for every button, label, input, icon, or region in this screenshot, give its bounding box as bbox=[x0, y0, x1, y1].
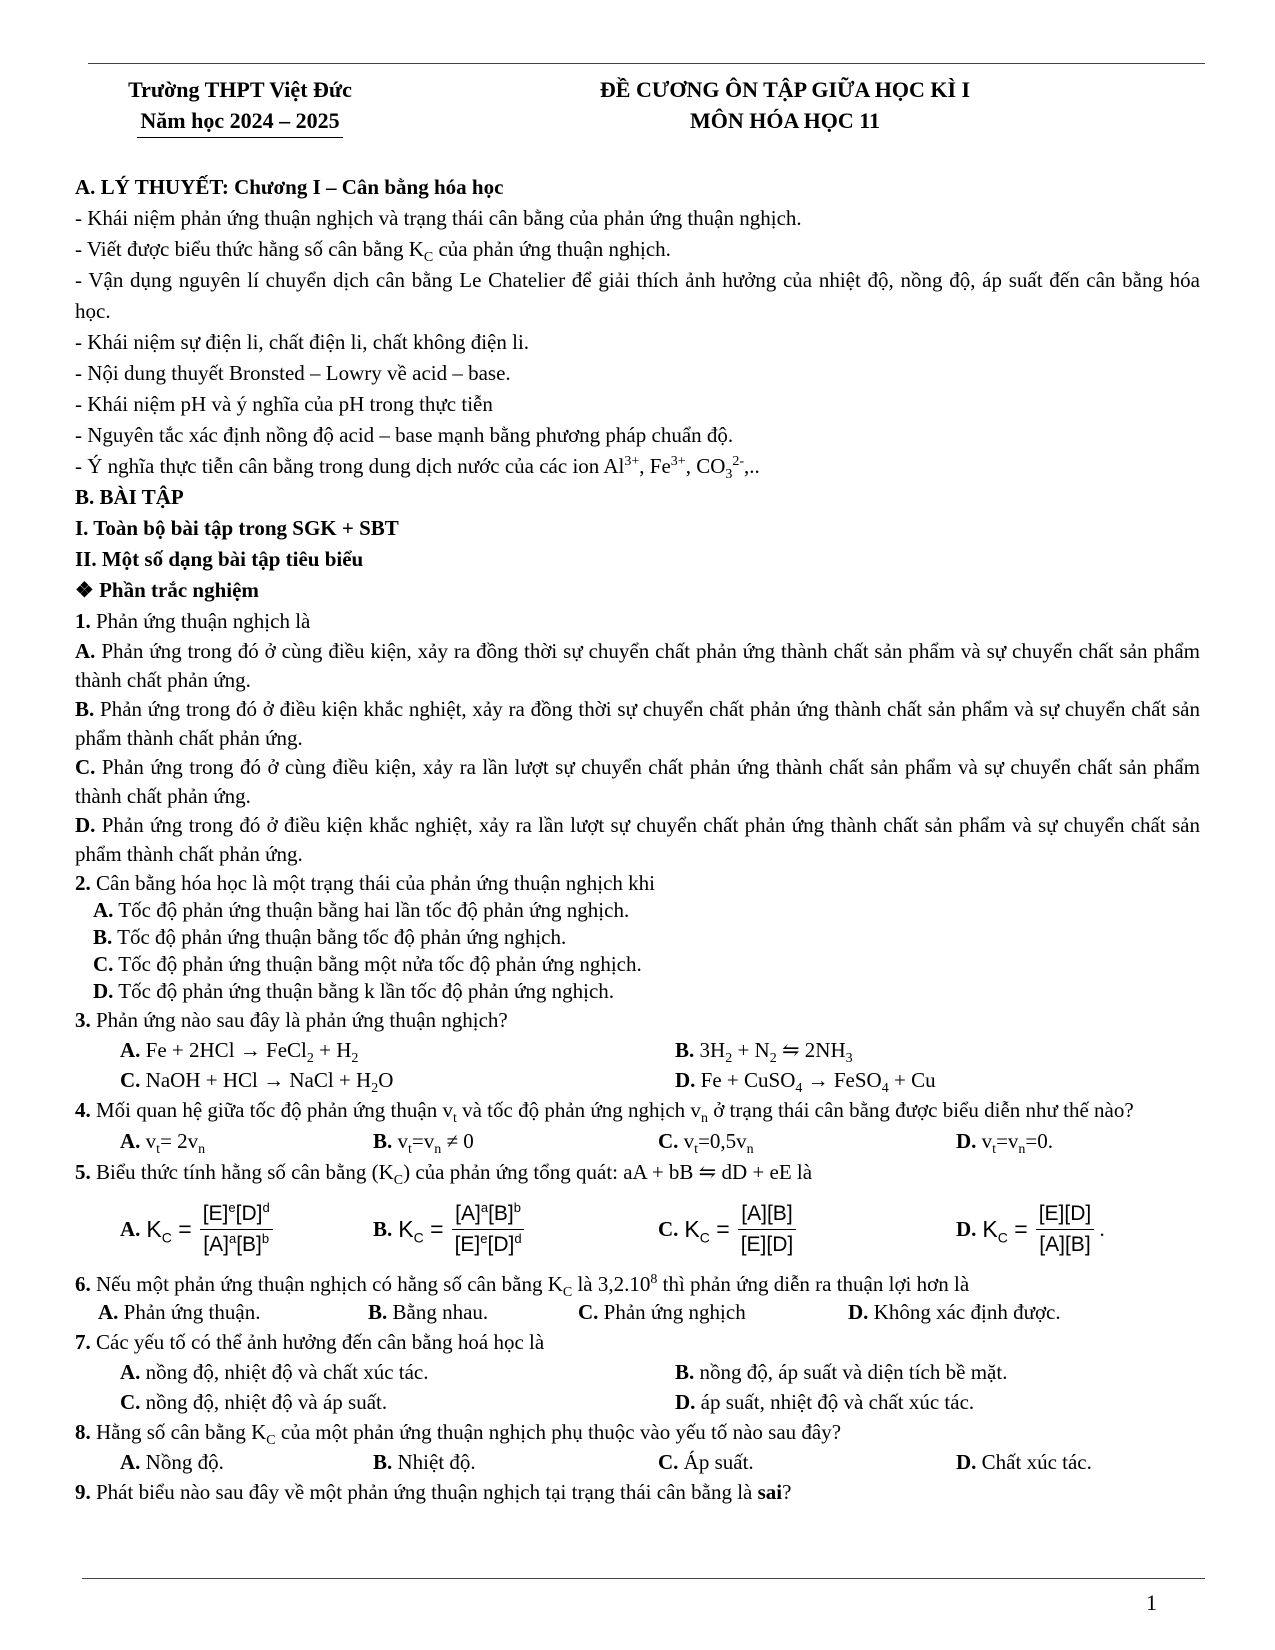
theory-heading: A. LÝ THUYẾT: Chương I – Cân bằng hóa học bbox=[75, 175, 504, 199]
q2-option-c: C. Tốc độ phản ứng thuận bằng một nửa tốc độ phản ứng nghịch. bbox=[93, 952, 642, 976]
q7-option-c: C. nồng độ, nhiệt độ và áp suất. bbox=[120, 1390, 388, 1414]
subject-title: MÔN HÓA HỌC 11 bbox=[689, 108, 881, 133]
diamond-bullet-icon: ❖ bbox=[75, 578, 94, 602]
q5-option-a: A. $K_C$ = $\frac{[E]^e[D]^d}{[A]^a[B]^b}$ bbox=[120, 1201, 373, 1258]
theory-item: - Khái niệm sự điện li, chất điện li, chất không điện li. bbox=[75, 330, 530, 354]
q6-options bbox=[75, 1298, 1200, 1327]
q3-option-b: B. $3H_2 + N_2$ ⇋ $2NH_3$ bbox=[675, 1038, 853, 1067]
question-9: 9. Phát biểu nào sau đây về một phản ứng thuận nghịch tại trạng thái cân bằng là sai? bbox=[75, 1480, 792, 1504]
q1-option-b: B. Phản ứng trong đó ở điều kiện khắc nghiệt, xảy ra đồng thời sự chuyển chất phản ứng thành chất sản phẩm và sự chuyển chất sản phẩm thành chất phản ứng. bbox=[75, 697, 1200, 750]
question-3: 3. Phản ứng nào sau đây là phản ứng thuận nghịch? bbox=[75, 1008, 508, 1032]
theory-item: - Nguyên tắc xác định nồng độ acid – base mạnh bằng phương pháp chuẩn độ. bbox=[75, 423, 734, 447]
school-name: Trường THPT Việt Đức bbox=[128, 77, 352, 102]
question-7: 7. Các yếu tố có thể ảnh hưởng đến cân bằng hoá học là bbox=[75, 1330, 545, 1354]
mcq-heading: ❖ Phần trắc nghiệm bbox=[75, 578, 259, 602]
q8-option-d: D. Chất xúc tác. bbox=[956, 1450, 1092, 1474]
q7-options bbox=[75, 1357, 1200, 1417]
q8-option-a: A. Nồng độ. bbox=[120, 1450, 224, 1474]
q3-options bbox=[75, 1035, 1200, 1095]
q7-option-b: B. nồng độ, áp suất và diện tích bề mặt. bbox=[675, 1360, 1008, 1384]
exercises-part1: I. Toàn bộ bài tập trong SGK + SBT bbox=[75, 516, 399, 540]
exercises-part2: II. Một số dạng bài tập tiêu biểu bbox=[75, 547, 364, 571]
page-number: 1 bbox=[1146, 1590, 1157, 1615]
q5-option-d: D. $K_C$ = $\frac{[E][D]}{[A][B]}$ . bbox=[956, 1201, 1105, 1256]
theory-item: - Khái niệm phản ứng thuận nghịch và trạng thái cân bằng của phản ứng thuận nghịch. bbox=[75, 206, 802, 230]
q3-option-a: A. Fe + 2HCl → FeCl$_2$ + $H_2$ bbox=[120, 1038, 359, 1067]
q8-option-c: C. Áp suất. bbox=[658, 1450, 754, 1474]
q4-option-b: B. $v_t=v_n \ne 0$ bbox=[373, 1129, 474, 1158]
q2-option-a: A. Tốc độ phản ứng thuận bằng hai lần tốc độ phản ứng nghịch. bbox=[93, 898, 630, 922]
q6-option-d: D. Không xác định được. bbox=[848, 1300, 1061, 1324]
q4-option-c: C. $v_t=0,5v_n$ bbox=[658, 1129, 754, 1158]
document-title: ĐỀ CƯƠNG ÔN TẬP GIỮA HỌC KÌ I bbox=[599, 77, 971, 102]
q4-options bbox=[75, 1126, 1200, 1157]
document-body bbox=[75, 172, 1200, 1507]
q5-option-c: C. $K_C$ = $\frac{[A][B]}{[E][D]}$ bbox=[658, 1201, 956, 1258]
exercises-heading: B. BÀI TẬP bbox=[75, 485, 184, 509]
q7-option-d: D. áp suất, nhiệt độ và chất xúc tác. bbox=[675, 1390, 975, 1414]
question-6: 6. Nếu một phản ứng thuận nghịch có hằng số cân bằng $K_C$ là 3,2.10$^8$ thì phản ứng diễn ra thuận lợi hơn là bbox=[75, 1272, 970, 1301]
q4-option-a: A. $v_t= 2v_n$ bbox=[120, 1129, 206, 1158]
theory-item: - Vận dụng nguyên lí chuyển dịch cân bằng Le Chatelier để giải thích ảnh hưởng của nhiệt độ, nồng độ, áp suất đến cân bằng hóa học. bbox=[75, 268, 1200, 323]
question-5: 5. Biểu thức tính hằng số cân bằng $(K_C)$ của phản ứng tổng quát: aA + bB ⇋ dD + eE là bbox=[75, 1160, 813, 1189]
q8-option-b: B. Nhiệt độ. bbox=[373, 1450, 476, 1474]
q2-option-d: D. Tốc độ phản ứng thuận bằng k lần tốc độ phản ứng nghịch. bbox=[93, 979, 615, 1003]
q7-option-a: A. nồng độ, nhiệt độ và chất xúc tác. bbox=[120, 1360, 429, 1384]
q6-option-b: B. Bằng nhau. bbox=[368, 1300, 489, 1324]
theory-item: - Ý nghĩa thực tiễn cân bằng trong dung dịch nước của các ion $Al^{3+}$, $Fe^{3+}$, $CO_3^{2-}$,.. bbox=[75, 454, 760, 483]
q3-option-d: D. Fe + CuSO$_4$ → FeSO$_4$ + Cu bbox=[675, 1068, 936, 1097]
q1-option-d: D. Phản ứng trong đó ở điều kiện khắc nghiệt, xảy ra lần lượt sự chuyển chất phản ứng thành chất sản phẩm và sự chuyển chất sản phẩm thành chất phản ứng. bbox=[75, 813, 1200, 866]
q1-option-c: C. Phản ứng trong đó ở cùng điều kiện, xảy ra lần lượt sự chuyển chất phản ứng thành chất sản phẩm và sự chuyển chất sản phẩm thành chất phản ứng. bbox=[75, 755, 1200, 808]
theory-item: - Khái niệm pH và ý nghĩa của pH trong thực tiễn bbox=[75, 392, 493, 416]
question-2: 2. Cân bằng hóa học là một trạng thái của phản ứng thuận nghịch khi bbox=[75, 871, 655, 895]
footer-rule bbox=[82, 1578, 1205, 1579]
q5-options bbox=[75, 1188, 1200, 1270]
q1-option-a: A. Phản ứng trong đó ở cùng điều kiện, xảy ra đồng thời sự chuyển chất phản ứng thành chất sản phẩm và sự chuyển chất sản phẩm thành chất phản ứng. bbox=[75, 639, 1200, 692]
q5-option-b: B. $K_C$ = $\frac{[A]^a[B]^b}{[E]^e[D]^d}$ bbox=[373, 1201, 658, 1258]
q2-option-b: B. Tốc độ phản ứng thuận bằng tốc độ phản ứng nghịch. bbox=[93, 925, 567, 949]
theory-item: - Viết được biểu thức hằng số cân bằng $K_C$ của phản ứng thuận nghịch. bbox=[75, 237, 671, 266]
school-year: Năm học 2024 – 2025 bbox=[137, 105, 342, 138]
q6-option-a: A. Phản ứng thuận. bbox=[98, 1300, 261, 1324]
header-rule bbox=[88, 63, 1205, 64]
question-4: 4. Mối quan hệ giữa tốc độ phản ứng thuận $v_t$ và tốc độ phản ứng nghịch $v_n$ ở trạng thái cân bằng được biểu diễn như thế nào? bbox=[75, 1098, 1134, 1127]
school-block bbox=[95, 74, 385, 138]
title-block bbox=[540, 74, 1030, 136]
question-8: 8. Hằng số cân bằng $K_C$ của một phản ứng thuận nghịch phụ thuộc vào yếu tố nào sau đây? bbox=[75, 1420, 842, 1449]
q6-option-c: C. Phản ứng nghịch bbox=[578, 1300, 746, 1324]
q3-option-c: C. NaOH + HCl → NaCl + $H_2O$ bbox=[120, 1068, 394, 1097]
question-1: 1. Phản ứng thuận nghịch là bbox=[75, 609, 311, 633]
q8-options bbox=[75, 1447, 1200, 1477]
q4-option-d: D. $v_t=v_n=0$. bbox=[956, 1129, 1053, 1158]
theory-item: - Nội dung thuyết Bronsted – Lowry về acid – base. bbox=[75, 361, 511, 385]
